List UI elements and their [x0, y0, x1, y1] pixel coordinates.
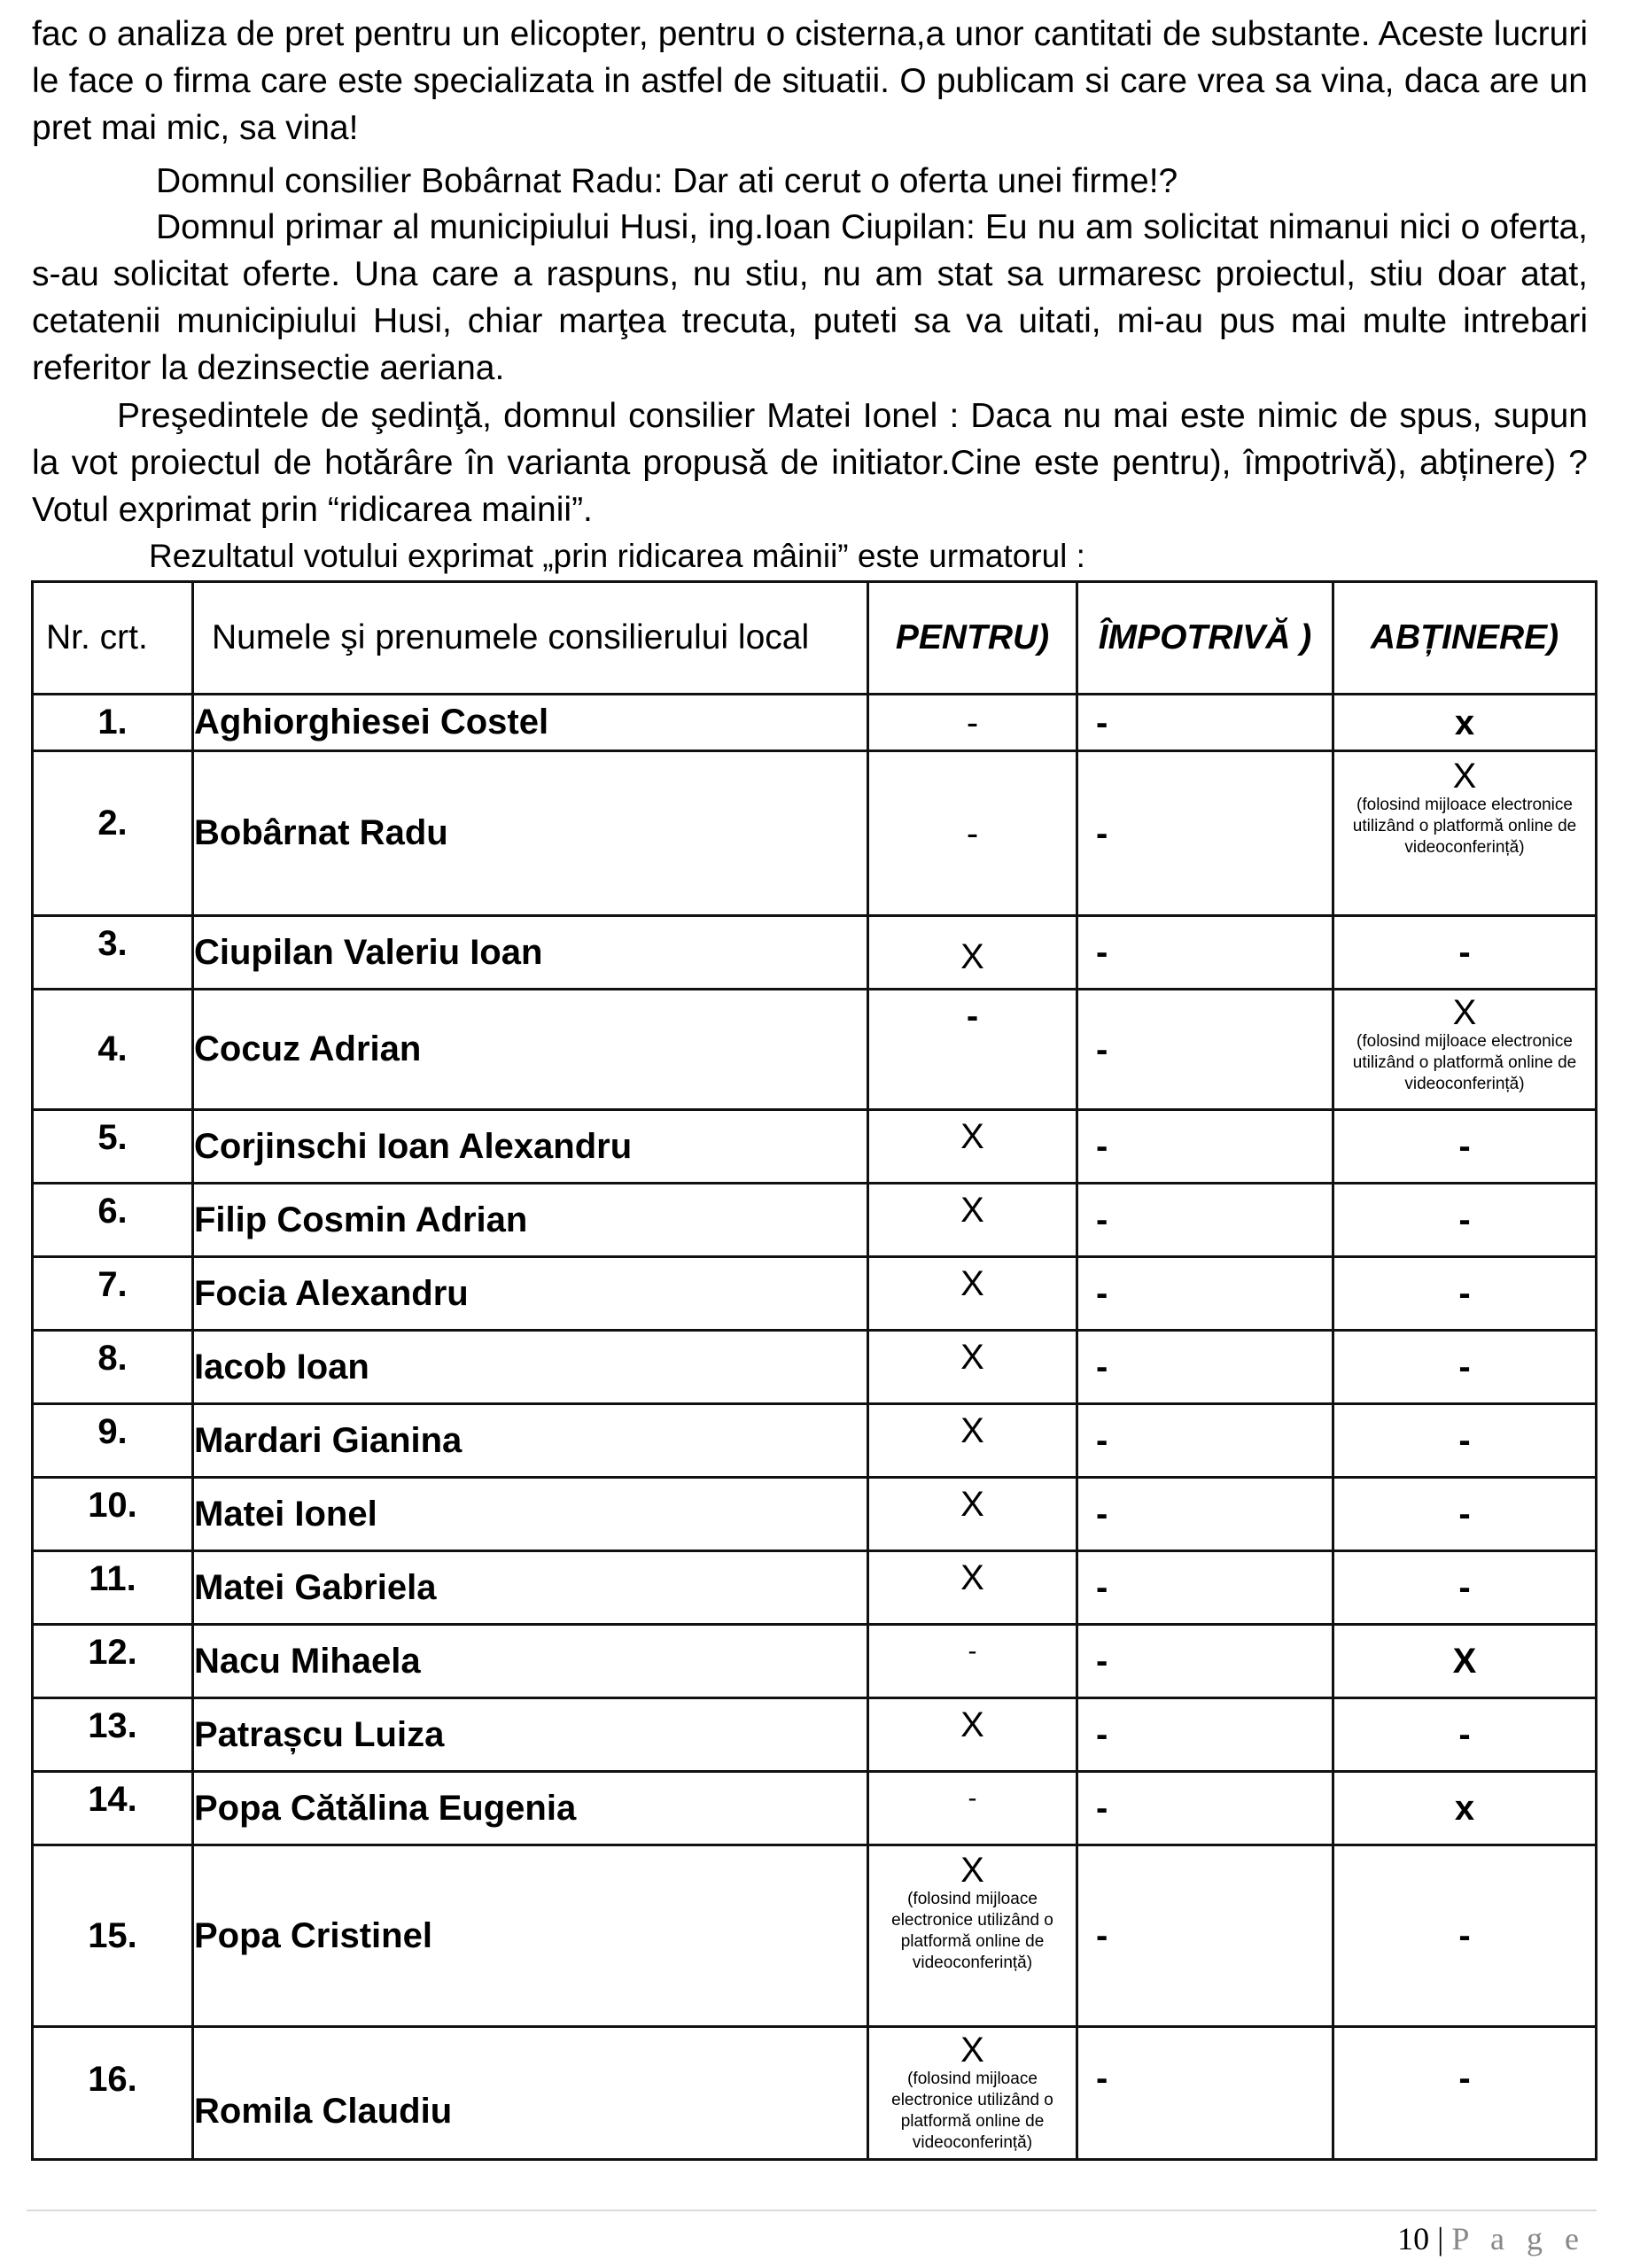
table-row — [33, 990, 1597, 1110]
table-row — [33, 1845, 1597, 2027]
row-nr: 16. — [33, 2027, 193, 2160]
table-row — [33, 1331, 1597, 1404]
row-nr: 10. — [33, 1478, 193, 1551]
vote-pentru — [868, 1845, 1077, 2027]
vote-abtinere: - — [1333, 1478, 1597, 1551]
vote-abtinere: - — [1333, 1110, 1597, 1184]
online-note: (folosind mijloace electronice utilizând o platformă online de videoconferință) — [891, 1890, 1053, 1972]
vote-pentru: X — [868, 1478, 1077, 1551]
row-name: Filip Cosmin Adrian — [193, 1184, 868, 1257]
footer-separator: | — [1437, 2221, 1444, 2256]
vote-abtinere: - — [1333, 2027, 1597, 2160]
vote-abtinere: - — [1333, 1331, 1597, 1404]
row-name: Mardari Gianina — [193, 1404, 868, 1478]
vote-abtinere: X — [1333, 1625, 1597, 1698]
row-name: Romila Claudiu — [193, 2027, 868, 2160]
vote-pentru — [868, 2027, 1077, 2160]
vote-result-intro: Rezultatul votului exprimat „prin ridicarea mâinii” este urmatorul : — [149, 538, 1085, 574]
row-nr: 5. — [33, 1110, 193, 1184]
vote-abtinere — [1333, 751, 1597, 916]
paragraph-radu-question: Domnul consilier Bobârnat Radu: Dar ati cerut o oferta unei firme!? — [156, 162, 1178, 200]
table-row — [33, 695, 1597, 751]
row-nr: 12. — [33, 1625, 193, 1698]
vote-impotriva: - — [1077, 1845, 1333, 2027]
vote-pentru: X — [868, 916, 1077, 990]
row-nr: 8. — [33, 1331, 193, 1404]
vote-impotriva: - — [1077, 1257, 1333, 1331]
row-name: Focia Alexandru — [193, 1257, 868, 1331]
vote-abtinere: - — [1333, 1698, 1597, 1772]
vote-pentru: - — [868, 1772, 1077, 1845]
vote-pentru: - — [868, 751, 1077, 916]
header-pentru: PENTRU) — [868, 582, 1077, 695]
page-label: P a g e — [1451, 2221, 1586, 2256]
online-note: (folosind mijloace electronice utilizând o platformă online de videoconferință) — [1352, 796, 1577, 857]
row-name: Iacob Ioan — [193, 1331, 868, 1404]
online-note: (folosind mijloace electronice utilizând o platformă online de videoconferință) — [1352, 1032, 1577, 1093]
table-row — [33, 1257, 1597, 1331]
row-name: Bobârnat Radu — [193, 751, 868, 916]
vote-pentru: X — [868, 1184, 1077, 1257]
footer-divider — [27, 2210, 1597, 2211]
header-impotriva: ÎMPOTRIVĂ ) — [1077, 582, 1333, 695]
vote-impotriva: - — [1077, 916, 1333, 990]
vote-impotriva: - — [1077, 1772, 1333, 1845]
row-name: Popa Cătălina Eugenia — [193, 1772, 868, 1845]
vote-impotriva: - — [1077, 1184, 1333, 1257]
vote-table-header — [33, 582, 1597, 695]
row-nr: 13. — [33, 1698, 193, 1772]
row-name: Popa Cristinel — [193, 1845, 868, 2027]
row-name: Patrașcu Luiza — [193, 1698, 868, 1772]
row-nr: 15. — [33, 1845, 193, 2027]
vote-pentru: X — [868, 1110, 1077, 1184]
row-name: Ciupilan Valeriu Ioan — [193, 916, 868, 990]
vote-pentru: - — [868, 1625, 1077, 1698]
vote-abtinere: - — [1333, 1257, 1597, 1331]
row-name: Aghiorghiesei Costel — [193, 695, 868, 751]
table-row — [33, 1772, 1597, 1845]
vote-impotriva: - — [1077, 1331, 1333, 1404]
table-row — [33, 1625, 1597, 1698]
vote-mark: X — [960, 2031, 984, 2070]
vote-pentru: X — [868, 1331, 1077, 1404]
vote-abtinere: - — [1333, 1184, 1597, 1257]
vote-abtinere: x — [1333, 1772, 1597, 1845]
vote-mark: X — [960, 1851, 984, 1890]
table-row — [33, 2027, 1597, 2160]
row-name: Cocuz Adrian — [193, 990, 868, 1110]
vote-impotriva: - — [1077, 1625, 1333, 1698]
vote-mark: X — [1452, 993, 1477, 1032]
vote-abtinere: - — [1333, 1845, 1597, 2027]
vote-abtinere: - — [1333, 1404, 1597, 1478]
vote-impotriva: - — [1077, 1551, 1333, 1625]
table-row — [33, 916, 1597, 990]
vote-impotriva: - — [1077, 1404, 1333, 1478]
paragraph-continuation: fac o analiza de pret pentru un elicopter, pentru o cisterna,a unor cantitati de substante. Aceste lucruri le face o firma care este specializata in astfel de situatii. O publicam si care vrea sa vina, daca are un pret mai mic, sa vina! — [32, 15, 1588, 147]
vote-pentru: X — [868, 1257, 1077, 1331]
page-number: 10 — [1397, 2221, 1430, 2256]
row-name: Matei Ionel — [193, 1478, 868, 1551]
vote-impotriva: - — [1077, 695, 1333, 751]
header-name: Numele şi prenumele consilierului local — [193, 582, 868, 695]
vote-abtinere — [1333, 990, 1597, 1110]
paragraph-vote-call: Preşedintele de şedinţă, domnul consilier Matei Ionel : Daca nu mai este nimic de spus, supun la vot proiectul de hotărâre în varianta propusă de initiator.Cine este pentru), împotrivă), abținere) ? Votul exprimat prin “ridicarea mainii”. — [32, 397, 1588, 529]
vote-impotriva: - — [1077, 1110, 1333, 1184]
vote-impotriva: - — [1077, 2027, 1333, 2160]
page-footer — [1397, 2220, 1586, 2257]
vote-pentru: X — [868, 1551, 1077, 1625]
row-nr: 4. — [33, 990, 193, 1110]
row-nr: 7. — [33, 1257, 193, 1331]
row-name: Corjinschi Ioan Alexandru — [193, 1110, 868, 1184]
table-row — [33, 1404, 1597, 1478]
vote-abtinere: - — [1333, 1551, 1597, 1625]
vote-abtinere: - — [1333, 916, 1597, 990]
header-nr: Nr. crt. — [33, 582, 193, 695]
table-row — [33, 751, 1597, 916]
vote-pentru: - — [868, 695, 1077, 751]
table-row — [33, 1110, 1597, 1184]
row-nr: 11. — [33, 1551, 193, 1625]
vote-impotriva: - — [1077, 1698, 1333, 1772]
row-nr: 14. — [33, 1772, 193, 1845]
vote-pentru: X — [868, 1404, 1077, 1478]
paragraph-mayor-answer: Domnul primar al municipiului Husi, ing.Ioan Ciupilan: Eu nu am solicitat nimanui nici o oferta, s-au solicitat oferte. Una care a raspuns, nu stiu, nu am stat sa urmaresc proiectul, stiu doar atat, cetatenii municipiului Husi, chiar marţea trecuta, puteti sa va uitati, mi-au pus mai multe intrebari referitor la dezinsectie aeriana. — [32, 208, 1588, 387]
row-nr: 6. — [33, 1184, 193, 1257]
vote-impotriva: - — [1077, 990, 1333, 1110]
table-row — [33, 1551, 1597, 1625]
row-nr: 9. — [33, 1404, 193, 1478]
table-row — [33, 1698, 1597, 1772]
vote-pentru: - — [868, 990, 1077, 1110]
vote-impotriva: - — [1077, 1478, 1333, 1551]
vote-impotriva: - — [1077, 751, 1333, 916]
row-name: Nacu Mihaela — [193, 1625, 868, 1698]
vote-table — [31, 580, 1597, 2161]
online-note: (folosind mijloace electronice utilizând o platformă online de videoconferință) — [891, 2070, 1053, 2152]
row-nr: 3. — [33, 916, 193, 990]
row-name: Matei Gabriela — [193, 1551, 868, 1625]
header-abtinere: ABȚINERE) — [1333, 582, 1597, 695]
table-row — [33, 1184, 1597, 1257]
vote-pentru: X — [868, 1698, 1077, 1772]
row-nr: 1. — [33, 695, 193, 751]
row-nr: 2. — [33, 751, 193, 916]
table-row — [33, 1478, 1597, 1551]
vote-abtinere: x — [1333, 695, 1597, 751]
vote-mark: X — [1452, 757, 1477, 796]
